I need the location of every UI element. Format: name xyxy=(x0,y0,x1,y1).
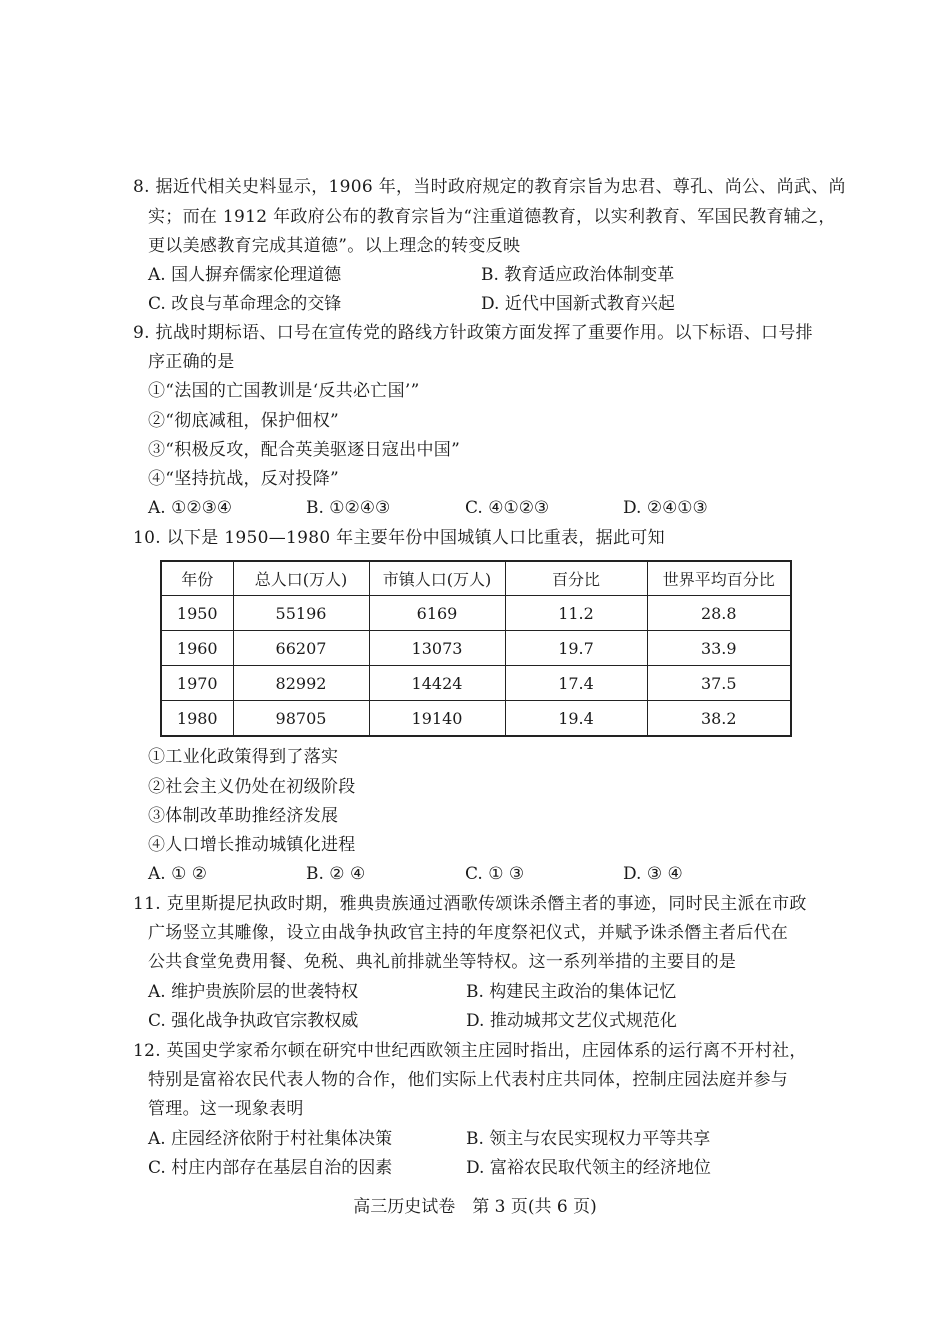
q10-option-b[interactable]: B. ② ④ xyxy=(306,864,366,884)
q10-item-3: ③体制改革助推经济发展 xyxy=(148,806,339,826)
cell-percent: 19.4 xyxy=(505,701,647,737)
cell-percent: 19.7 xyxy=(505,631,647,666)
q10-item-4: ④人口增长推动城镇化进程 xyxy=(148,835,356,855)
cell-percent: 17.4 xyxy=(505,666,647,701)
q9-stem-line-2: 序正确的是 xyxy=(148,352,235,372)
q10-option-a[interactable]: A. ① ② xyxy=(148,864,207,884)
q11-stem-line-2: 广场竖立其雕像，设立由战争执政官主持的年度祭祀仪式，并赋予诛杀僭主者后代在 xyxy=(148,923,789,943)
q12-stem-line-3: 管理。这一现象表明 xyxy=(148,1099,304,1119)
q12-stem-line-1: 12. 英国史学家希尔顿在研究中世纪西欧领主庄园时指出，庄园体系的运行离不开村社， xyxy=(133,1041,807,1061)
q9-stem-line-1: 9. 抗战时期标语、口号在宣传党的路线方针政策方面发挥了重要作用。以下标语、口号排 xyxy=(133,323,813,343)
q9-item-1: ①“法国的亡国教训是‘反共必亡国’” xyxy=(148,381,420,401)
q8-stem-line-1: 8. 据近代相关史料显示，1906 年，当时政府规定的教育宗旨为忠君、尊孔、尚公、尚武、尚 xyxy=(133,177,846,197)
cell-world: 28.8 xyxy=(647,596,791,631)
cell-urban: 6169 xyxy=(369,596,505,631)
q8-stem-line-3: 更以美感教育完成其道德”。以上理念的转变反映 xyxy=(148,236,521,256)
cell-urban: 14424 xyxy=(369,666,505,701)
q11-option-d[interactable]: D. 推动城邦文艺仪式规范化 xyxy=(466,1011,677,1031)
cell-year: 1950 xyxy=(161,596,233,631)
q10-stem: 10. 以下是 1950—1980 年主要年份中国城镇人口比重表，据此可知 xyxy=(133,528,665,548)
q12-option-a[interactable]: A. 庄园经济依附于村社集体决策 xyxy=(148,1129,393,1149)
q12-stem-line-2: 特别是富裕农民代表人物的合作，他们实际上代表村庄共同体，控制庄园法庭并参与 xyxy=(148,1070,789,1090)
q10-item-1: ①工业化政策得到了落实 xyxy=(148,747,339,767)
q9-option-b[interactable]: B. ①②④③ xyxy=(306,498,391,518)
cell-total: 66207 xyxy=(233,631,369,666)
header-urban-population: 市镇人口(万人) xyxy=(369,561,505,596)
q8-option-d[interactable]: D. 近代中国新式教育兴起 xyxy=(481,294,675,314)
header-total-population: 总人口(万人) xyxy=(233,561,369,596)
cell-urban: 19140 xyxy=(369,701,505,737)
table-row xyxy=(161,701,791,737)
cell-total: 55196 xyxy=(233,596,369,631)
q8-option-c[interactable]: C. 改良与革命理念的交锋 xyxy=(148,294,342,314)
q9-item-4: ④“坚持抗战，反对投降” xyxy=(148,469,339,489)
q10-option-c[interactable]: C. ① ③ xyxy=(465,864,525,884)
q12-option-d[interactable]: D. 富裕农民取代领主的经济地位 xyxy=(466,1158,711,1178)
cell-world: 33.9 xyxy=(647,631,791,666)
q12-option-c[interactable]: C. 村庄内部存在基层自治的因素 xyxy=(148,1158,393,1178)
q8-option-b[interactable]: B. 教育适应政治体制变革 xyxy=(481,265,675,285)
cell-total: 82992 xyxy=(233,666,369,701)
cell-urban: 13073 xyxy=(369,631,505,666)
q9-option-d[interactable]: D. ②④①③ xyxy=(623,498,708,518)
page-footer: 高三历史试卷 第 3 页(共 6 页) xyxy=(353,1197,597,1217)
table-row xyxy=(161,631,791,666)
q11-stem-line-3: 公共食堂免费用餐、免税、典礼前排就坐等特权。这一系列举措的主要目的是 xyxy=(148,952,737,972)
cell-percent: 11.2 xyxy=(505,596,647,631)
q11-option-a[interactable]: A. 维护贵族阶层的世袭特权 xyxy=(148,982,359,1002)
q10-item-2: ②社会主义仍处在初级阶段 xyxy=(148,777,356,797)
table-row xyxy=(161,666,791,701)
cell-year: 1980 xyxy=(161,701,233,737)
cell-total: 98705 xyxy=(233,701,369,737)
urban-population-table xyxy=(160,560,792,737)
q8-option-a[interactable]: A. 国人摒弃儒家伦理道德 xyxy=(148,265,342,285)
header-percentage: 百分比 xyxy=(505,561,647,596)
q9-item-3: ③“积极反攻，配合英美驱逐日寇出中国” xyxy=(148,440,461,460)
q10-option-d[interactable]: D. ③ ④ xyxy=(623,864,683,884)
header-year: 年份 xyxy=(161,561,233,596)
q9-item-2: ②“彻底减租，保护佃权” xyxy=(148,411,339,431)
cell-year: 1960 xyxy=(161,631,233,666)
q8-stem-line-2: 实；而在 1912 年政府公布的教育宗旨为“注重道德教育，以实利教育、军国民教育辅之， xyxy=(148,207,836,227)
q9-option-a[interactable]: A. ①②③④ xyxy=(148,498,233,518)
header-world-average: 世界平均百分比 xyxy=(647,561,791,596)
table-header-row xyxy=(161,561,791,596)
q12-option-b[interactable]: B. 领主与农民实现权力平等共享 xyxy=(466,1129,711,1149)
q11-option-b[interactable]: B. 构建民主政治的集体记忆 xyxy=(466,982,677,1002)
cell-world: 37.5 xyxy=(647,666,791,701)
cell-world: 38.2 xyxy=(647,701,791,737)
q9-option-c[interactable]: C. ④①②③ xyxy=(465,498,550,518)
table-row xyxy=(161,596,791,631)
q11-option-c[interactable]: C. 强化战争执政官宗教权威 xyxy=(148,1011,359,1031)
cell-year: 1970 xyxy=(161,666,233,701)
q11-stem-line-1: 11. 克里斯提尼执政时期，雅典贵族通过酒歌传颂诛杀僭主者的事迹，同时民主派在市政 xyxy=(133,894,807,914)
